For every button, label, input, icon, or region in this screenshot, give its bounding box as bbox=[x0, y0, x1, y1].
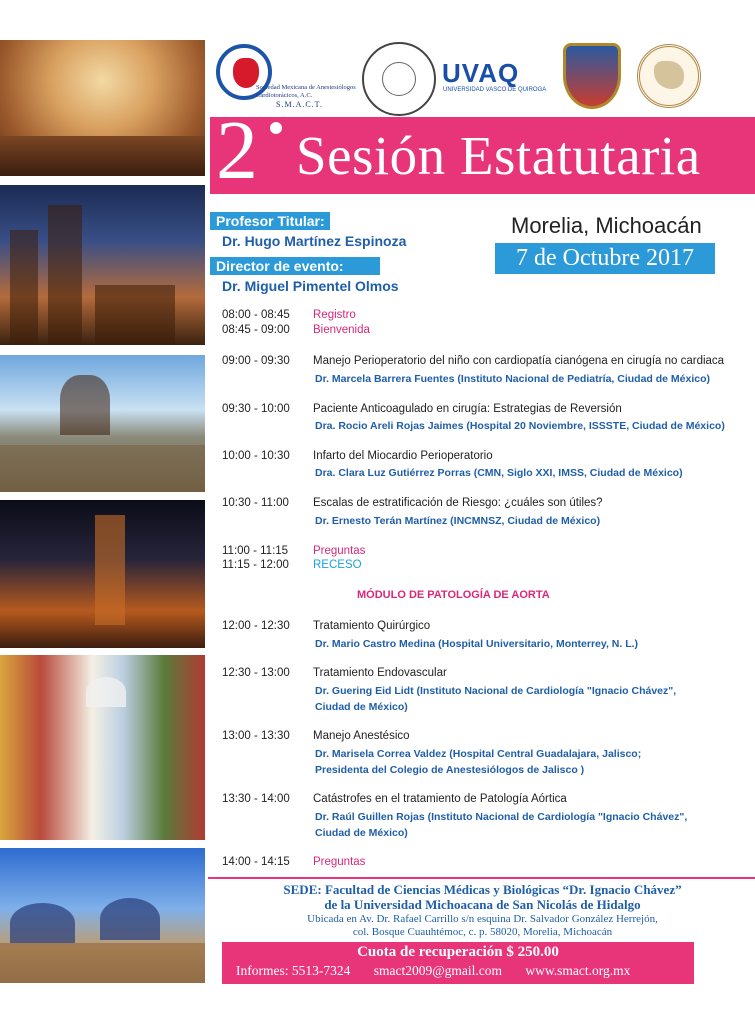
event-date: 7 de Octubre 2017 bbox=[495, 243, 715, 274]
smact-abbreviation: S.M.A.C.T. bbox=[276, 100, 323, 109]
phone-text: Informes: 5513-7324 bbox=[236, 963, 351, 978]
schedule-speaker: Dra. Clara Luz Gutiérrez Porras (CMN, Siglo XXI, IMSS, Ciudad de México) bbox=[315, 467, 683, 479]
schedule-time: 13:00 - 13:30 bbox=[222, 730, 290, 742]
university-crest-logo bbox=[563, 43, 621, 109]
fee-text: Cuota de recuperación $ 250.00 bbox=[357, 944, 559, 960]
schedule-time: 12:30 - 13:00 bbox=[222, 667, 290, 679]
schedule-title: Tratamiento Quirúrgico bbox=[313, 620, 431, 632]
schedule-time: 12:00 - 12:30 bbox=[222, 620, 290, 632]
schedule-title: RECESO bbox=[313, 559, 362, 571]
schedule-speaker: Dr. Marisela Correa Valdez (Hospital Central Guadalajara, Jalisco; Presidenta del Colegio de Anestesiólogos de Jalisco ) bbox=[315, 748, 642, 776]
email-text[interactable]: smact2009@gmail.com bbox=[373, 963, 503, 978]
website-link[interactable]: www.smact.org.mx bbox=[525, 963, 631, 978]
schedule-title: Escalas de estratificación de Riesgo: ¿cuáles son útiles? bbox=[313, 497, 603, 509]
session-number: 2 bbox=[216, 104, 258, 197]
schedule-title: Paciente Anticoagulado en cirugía: Estrategias de Reversión bbox=[313, 403, 622, 415]
director-label: Director de evento: bbox=[210, 257, 380, 275]
schedule-time: 13:30 - 14:00 bbox=[222, 793, 290, 805]
schedule-title: Manejo Anestésico bbox=[313, 730, 410, 742]
footer-divider bbox=[208, 877, 755, 879]
uvaq-subtitle: UNIVERSIDAD VASCO DE QUIROGA bbox=[443, 87, 547, 93]
schedule-time: 08:00 - 08:45 bbox=[222, 309, 290, 321]
venue-line-1: SEDE: Facultad de Ciencias Médicas y Biológicas “Dr. Ignacio Chávez” bbox=[283, 882, 682, 897]
schedule-speaker: Dr. Marcela Barrera Fuentes (Instituto Nacional de Pediatría, Ciudad de México) bbox=[315, 373, 711, 385]
schedule-title: Bienvenida bbox=[313, 324, 370, 336]
ordinal-dot bbox=[270, 122, 282, 134]
schedule-time: 08:45 - 09:00 bbox=[222, 324, 290, 336]
map-icon bbox=[654, 61, 684, 89]
fountain-photo bbox=[0, 355, 205, 492]
address-line-1: Ubicada en Av. Dr. Rafael Carrillo s/n esquina Dr. Salvador González Herrejón, bbox=[307, 913, 658, 925]
cathedral-interior-photo bbox=[0, 40, 205, 176]
schedule-time: 09:00 - 09:30 bbox=[222, 355, 290, 367]
schedule-speaker: Dra. Rocio Areli Rojas Jaimes (Hospital 20 Noviembre, ISSSTE, Ciudad de México) bbox=[315, 420, 725, 432]
schedule-title: Catástrofes en el tratamiento de Patología Aórtica bbox=[313, 793, 567, 805]
schedule-time: 10:00 - 10:30 bbox=[222, 450, 290, 462]
colonial-street-photo bbox=[0, 655, 205, 840]
tiled-domes-photo bbox=[0, 848, 205, 983]
figure-icon bbox=[382, 62, 416, 96]
mexico-map-seal-logo bbox=[637, 44, 701, 108]
module-heading: MÓDULO DE PATOLOGÍA DE AORTA bbox=[357, 589, 550, 601]
venue-line-2: de la Universidad Michoacana de San Nicolás de Hidalgo bbox=[324, 897, 641, 912]
profesor-name: Dr. Hugo Martínez Espinoza bbox=[222, 233, 407, 249]
schedule-title: Registro bbox=[313, 309, 356, 321]
schedule-speaker: Dr. Raúl Guillen Rojas (Instituto Nacional de Cardiología "Ignacio Chávez", Ciudad de México) bbox=[315, 811, 688, 839]
cathedral-dusk-photo bbox=[0, 185, 205, 345]
schedule-time: 11:15 - 12:00 bbox=[222, 559, 289, 571]
schedule-time: 11:00 - 11:15 bbox=[222, 545, 289, 557]
schedule-title: Tratamiento Endovascular bbox=[313, 667, 447, 679]
schedule-speaker: Dr. Mario Castro Medina (Hospital Universitario, Monterrey, N. L.) bbox=[315, 638, 639, 650]
page-title: Sesión Estatutaria bbox=[296, 125, 701, 186]
schedule-title: Infarto del Miocardio Perioperatorio bbox=[313, 450, 493, 462]
schedule-title: Manejo Perioperatorio del niño con cardiopatía cianógena en cirugía no cardiaca bbox=[313, 355, 725, 367]
profesor-label: Profesor Titular: bbox=[210, 212, 330, 230]
cathedral-night-street-photo bbox=[0, 500, 205, 648]
schedule-time: 14:00 - 14:15 bbox=[222, 856, 290, 868]
event-city: Morelia, Michoacán bbox=[511, 213, 702, 238]
address-line-2: col. Bosque Cuauhtémoc, c. p. 58020, Morelia, Michoacán bbox=[352, 926, 613, 938]
schedule-speaker: Dr. Ernesto Terán Martínez (INCMNSZ, Ciudad de México) bbox=[315, 515, 601, 527]
schedule-time: 10:30 - 11:00 bbox=[222, 497, 289, 509]
schedule-speaker: Dr. Guering Eid Lidt (Instituto Nacional de Cardiología "Ignacio Chávez", Ciudad de México) bbox=[315, 685, 677, 713]
schedule-title: Preguntas bbox=[313, 545, 366, 557]
uvaq-logo: UVAQ bbox=[442, 58, 520, 88]
director-name: Dr. Miguel Pimentel Olmos bbox=[222, 278, 399, 294]
smact-name: Sociedad Mexicana de Anestesiólogos Cardiotorácicos, A.C. bbox=[256, 84, 356, 99]
contact-info bbox=[236, 963, 650, 979]
schedule-title: Preguntas bbox=[313, 856, 366, 868]
schedule-time: 09:30 - 10:00 bbox=[222, 403, 290, 415]
colegio-anestesiologia-logo bbox=[362, 42, 436, 116]
